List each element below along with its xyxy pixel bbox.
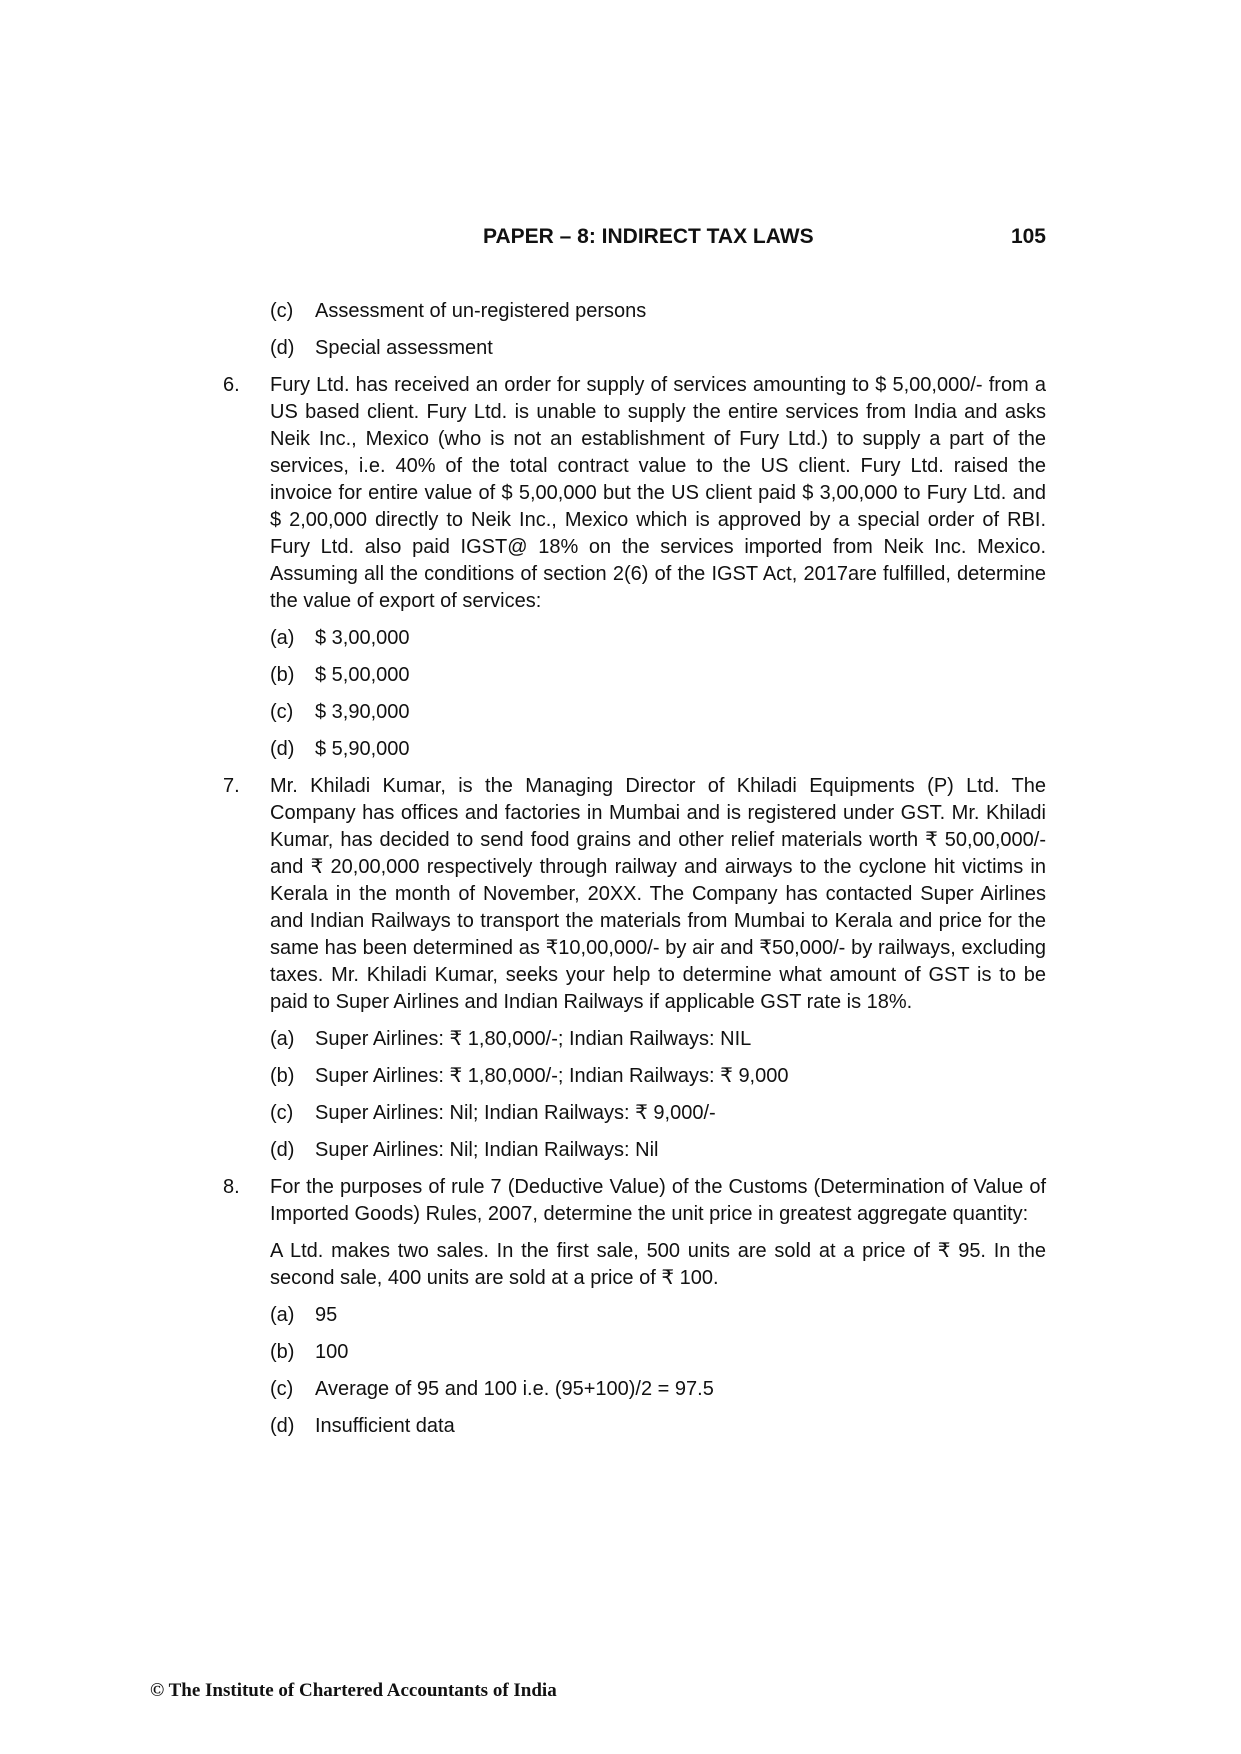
option-text: 100 (315, 1341, 349, 1363)
option-text: 95 (315, 1304, 338, 1326)
option-label: (a) (270, 1028, 295, 1050)
q7-option-b (220, 1063, 1046, 1090)
option-label: (a) (270, 1304, 295, 1326)
option-label: (b) (270, 664, 295, 686)
option-text: $ 3,90,000 (315, 701, 410, 723)
option-d-carryover (220, 335, 1046, 362)
option-label: (d) (270, 1139, 295, 1161)
page-content (220, 298, 1046, 1450)
question-number: 8. (223, 1176, 240, 1198)
option-label: (d) (270, 738, 295, 760)
option-label: (d) (270, 1415, 295, 1437)
question-detail-text: A Ltd. makes two sales. In the first sale, 500 units are sold at a price of ₹ 95. In the second sale, 400 units are sold at a price of ₹ 100. (270, 1240, 1046, 1289)
option-c-carryover (220, 298, 1046, 325)
question-text: Mr. Khiladi Kumar, is the Managing Director of Khiladi Equipments (P) Ltd. The Company has offices and factories in Mumbai and is registered under GST. Mr. Khiladi Kumar, has decided to send food grains and other relief materials worth ₹ 50,00,000/- and ₹ 20,00,000 respectively through railway and airways to the cyclone hit victims in Kerala in the month of November, 20XX. The Company has contacted Super Airlines and Indian Railways to transport the materials from Mumbai to Kerala and price for the same has been determined as ₹10,00,000/- by air and ₹50,000/- by railways, excluding taxes. Mr. Khiladi Kumar, seeks your help to determine what amount of GST is to be paid to Super Airlines and Indian Railways if applicable GST rate is 18%. (270, 775, 1046, 1013)
copyright-footer: © The Institute of Chartered Accountants of India (150, 1680, 557, 1701)
option-label: (c) (270, 701, 294, 723)
q6-option-b (220, 662, 1046, 689)
q8-option-b (220, 1339, 1046, 1366)
q6-option-a (220, 625, 1046, 652)
option-text: Insufficient data (315, 1415, 455, 1437)
option-text: Special assessment (315, 337, 493, 359)
q7-option-a (220, 1026, 1046, 1053)
option-text: Super Airlines: Nil; Indian Railways: ₹ 9,000/- (315, 1102, 716, 1124)
option-text: Super Airlines: ₹ 1,80,000/-; Indian Railways: ₹ 9,000 (315, 1065, 789, 1087)
option-label: (b) (270, 1341, 295, 1363)
question-8-details (220, 1238, 1046, 1292)
option-text: $ 3,00,000 (315, 627, 410, 649)
question-6 (220, 372, 1046, 615)
question-text: For the purposes of rule 7 (Deductive Value) of the Customs (Determination of Value of Imported Goods) Rules, 2007, determine the unit price in greatest aggregate quantity: (270, 1176, 1046, 1225)
option-label: (c) (270, 1102, 294, 1124)
paper-title: PAPER – 8: INDIRECT TAX LAWS (483, 225, 814, 248)
question-number: 7. (223, 775, 240, 797)
option-text: $ 5,90,000 (315, 738, 410, 760)
option-label: (d) (270, 337, 295, 359)
page-number: 105 (1010, 225, 1046, 248)
question-text: Fury Ltd. has received an order for supply of services amounting to $ 5,00,000/- from a US based client. Fury Ltd. is unable to supply the entire services from India and asks Neik Inc., Mexico (who is not an establishment of Fury Ltd.) to supply a part of the services, i.e. 40% of the total contract value to the US client. Fury Ltd. raised the invoice for entire value of $ 5,00,000 but the US client paid $ 3,00,000 to Fury Ltd. and $ 2,00,000 directly to Neik Inc., Mexico which is approved by a special order of RBI. Fury Ltd. also paid IGST@ 18% on the services imported from Neik Inc. Mexico. Assuming all the conditions of section 2(6) of the IGST Act, 2017are fulfilled, determine the value of export of services: (270, 374, 1046, 612)
option-text: Super Airlines: ₹ 1,80,000/-; Indian Railways: NIL (315, 1028, 752, 1050)
option-label: (c) (270, 300, 294, 322)
q7-option-c (220, 1100, 1046, 1127)
q8-option-d (220, 1413, 1046, 1440)
option-text: Assessment of un-registered persons (315, 300, 647, 322)
question-7 (220, 773, 1046, 1016)
page-header (0, 225, 1241, 255)
q6-option-c (220, 699, 1046, 726)
option-label: (b) (270, 1065, 295, 1087)
question-number: 6. (223, 374, 240, 396)
option-label: (a) (270, 627, 295, 649)
q8-option-c (220, 1376, 1046, 1403)
option-label: (c) (270, 1378, 294, 1400)
question-8 (220, 1174, 1046, 1228)
option-text: Average of 95 and 100 i.e. (95+100)/2 = 97.5 (315, 1378, 714, 1400)
option-text: Super Airlines: Nil; Indian Railways: Nil (315, 1139, 659, 1161)
option-text: $ 5,00,000 (315, 664, 410, 686)
q6-option-d (220, 736, 1046, 763)
q7-option-d (220, 1137, 1046, 1164)
q8-option-a (220, 1302, 1046, 1329)
